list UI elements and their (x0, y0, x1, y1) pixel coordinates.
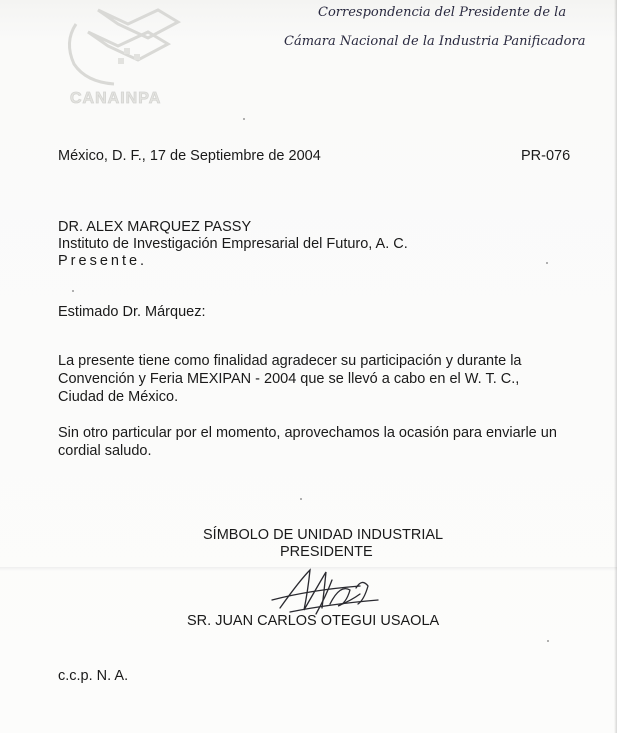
paper-speck (547, 640, 549, 642)
body-line: Sin otro particular por el momento, aprovechamos la ocasión para enviarle un (58, 425, 557, 441)
paper-speck (72, 290, 74, 292)
recipient-institution: Instituto de Investigación Empresarial del Futuro, A. C. (58, 236, 408, 252)
letterhead-line-2: Cámara Nacional de la Industria Panificadora (284, 34, 586, 49)
recipient-name: DR. ALEX MARQUEZ PASSY (58, 219, 252, 235)
body-line: La presente tiene como finalidad agradecer su participación y durante la (58, 353, 522, 369)
svg-text:CANAINPA: CANAINPA (70, 90, 162, 107)
canainpa-logo-icon (58, 2, 198, 112)
letterhead-line-1: Correspondencia del Presidente de la (318, 5, 567, 20)
reference-number: PR-076 (521, 148, 571, 164)
handwritten-signature-icon (260, 560, 390, 620)
body-line: cordial saludo. (58, 443, 152, 459)
signer-name: SR. JUAN CARLOS OTEGUI USAOLA (187, 613, 440, 629)
body-line: Ciudad de México. (58, 389, 179, 405)
dateline: México, D. F., 17 de Septiembre de 2004 (58, 148, 321, 164)
closing-role: PRESIDENTE (280, 544, 373, 560)
salutation: Estimado Dr. Márquez: (58, 304, 206, 320)
recipient-presente: Presente. (58, 253, 148, 269)
paper-speck (243, 118, 245, 120)
body-line: Convención y Feria MEXIPAN - 2004 que se llevó a cabo en el W. T. C., (58, 371, 520, 387)
closing-motto: SÍMBOLO DE UNIDAD INDUSTRIAL (203, 527, 444, 543)
carbon-copy: c.c.p. N. A. (58, 668, 129, 684)
paper-speck (300, 498, 302, 500)
paper-speck (546, 262, 548, 264)
